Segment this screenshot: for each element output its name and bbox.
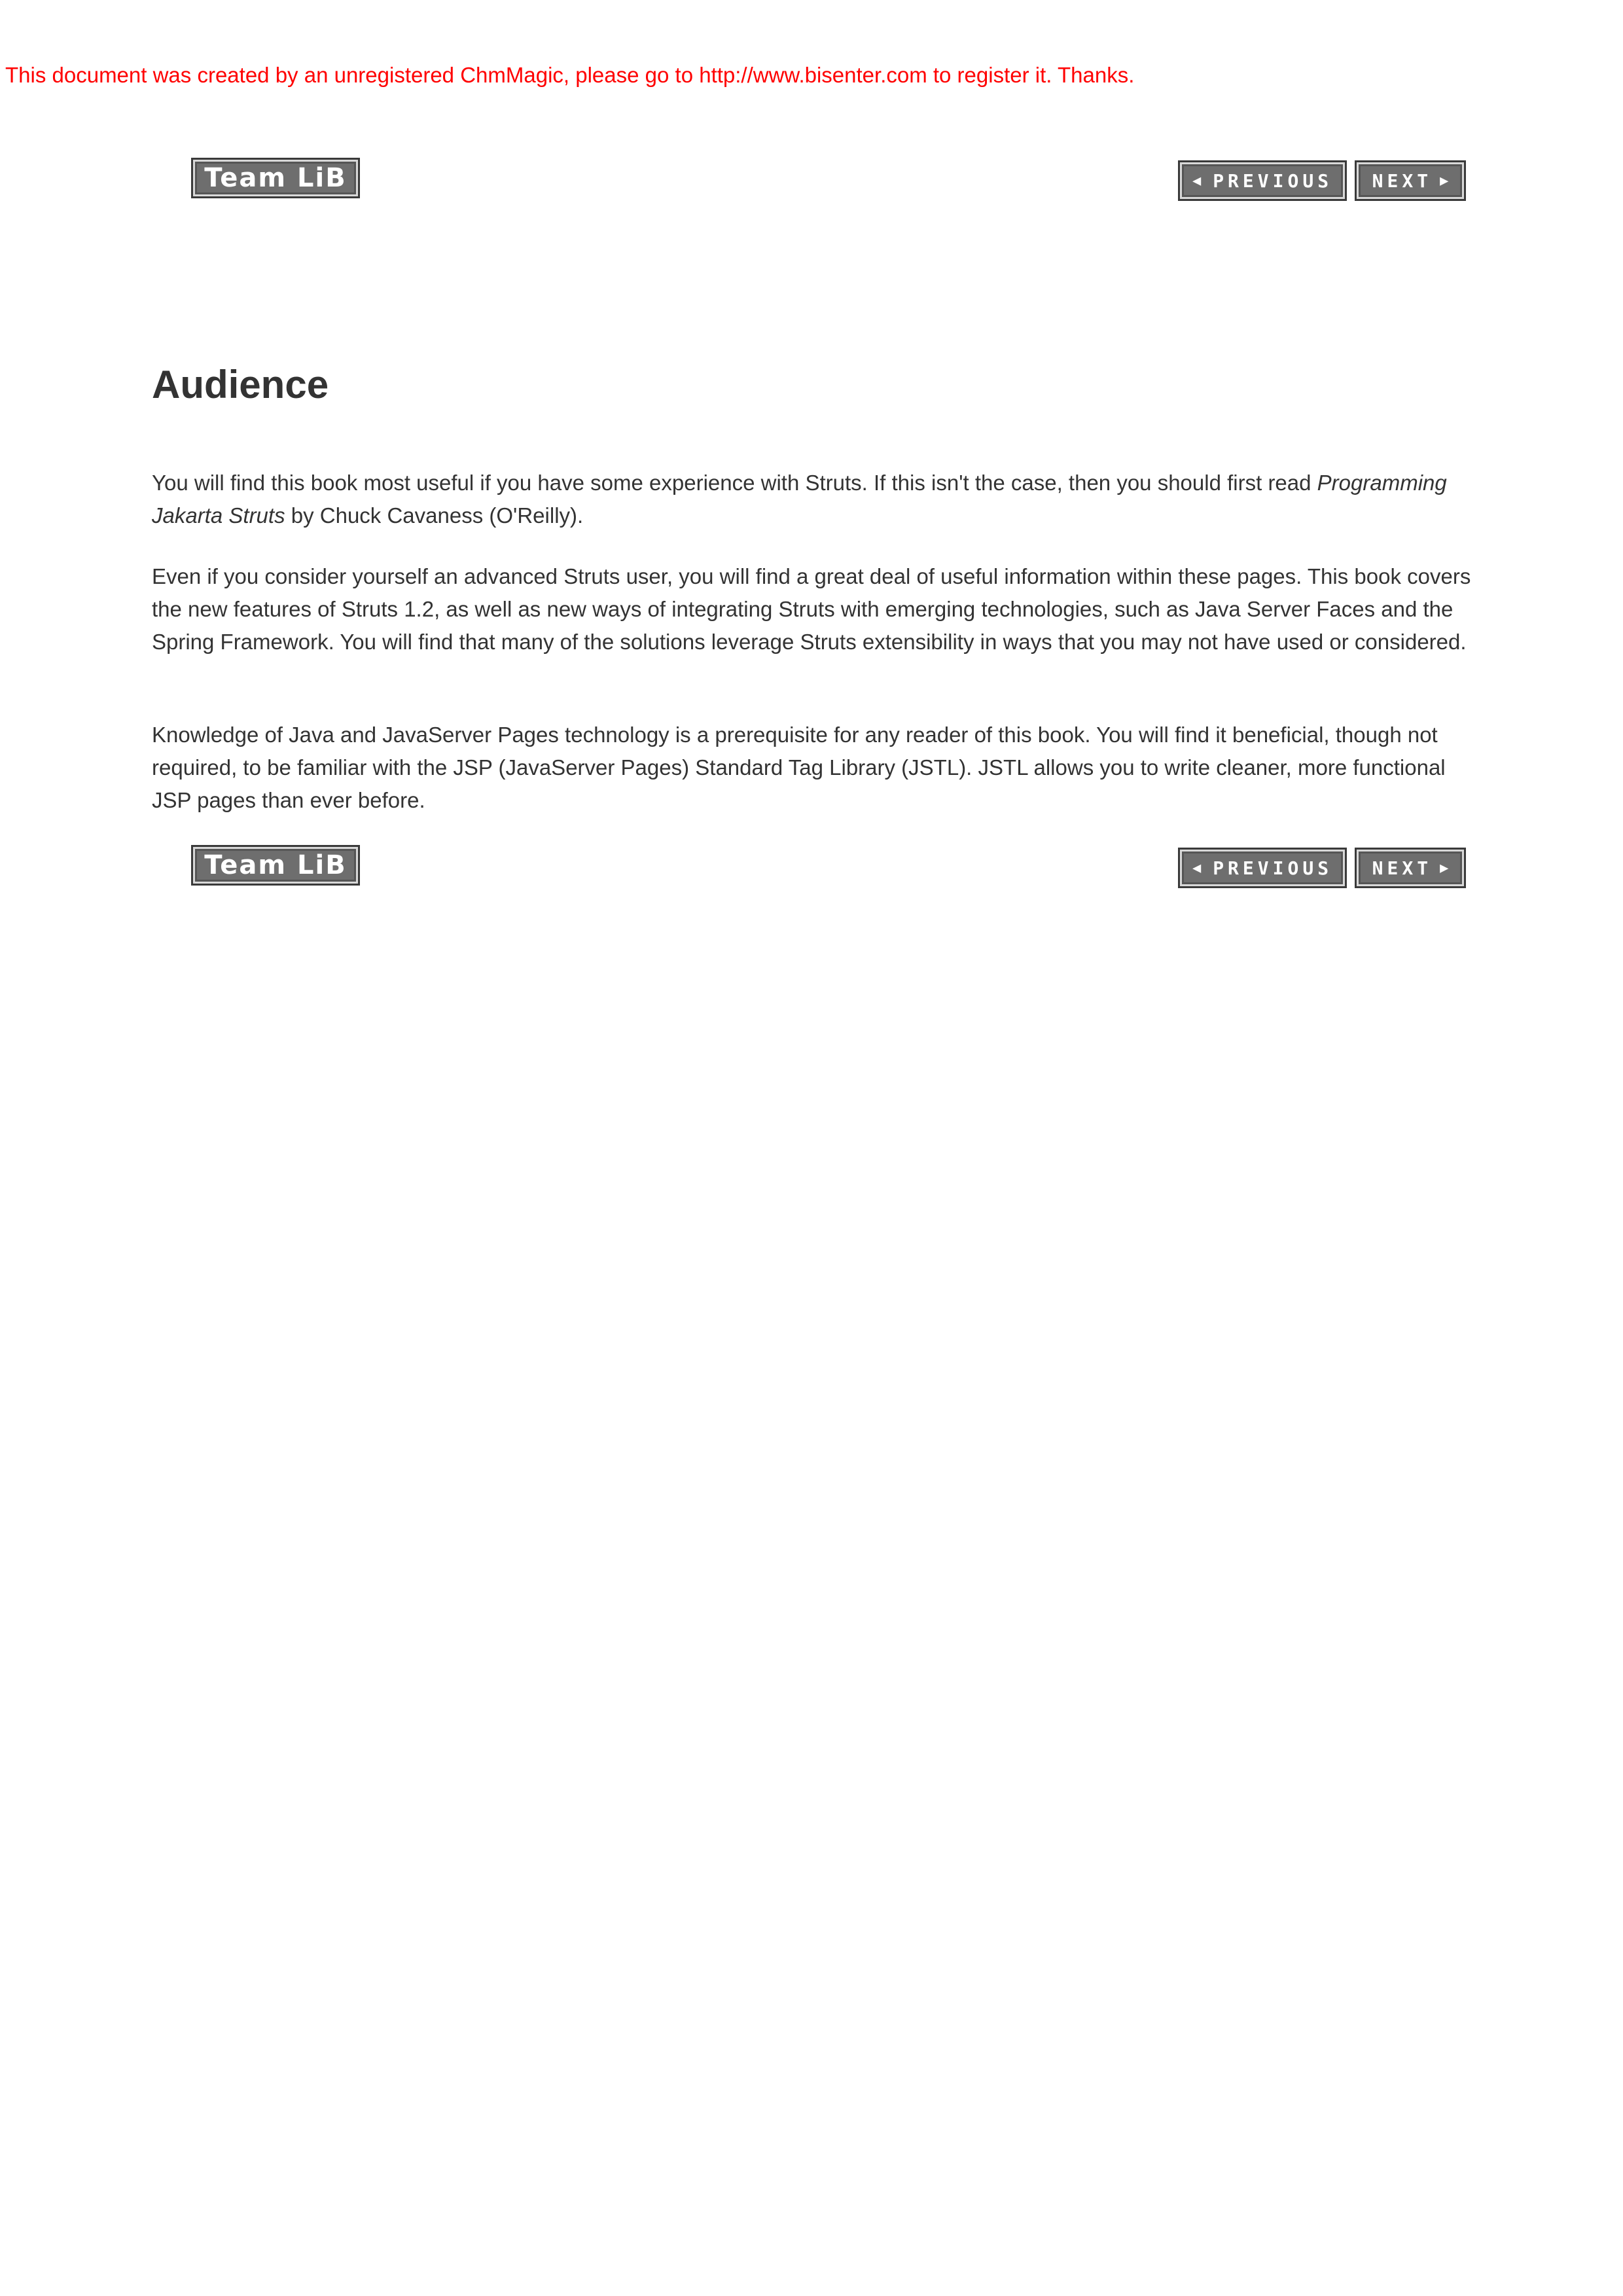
next-label: NEXT (1372, 857, 1433, 879)
arrow-right-icon: ▶ (1440, 859, 1449, 876)
page-title: Audience (152, 363, 329, 406)
previous-label: PREVIOUS (1213, 857, 1333, 879)
paragraph-prerequisites: Knowledge of Java and JavaServer Pages technology is a prerequisite for any reader of this book. You will find it beneficial, though not required, to be familiar with the JSP (JavaServer Pages) Standard Tag Library (JSTL). JSTL allows you to write cleaner, more functional JSP pages than ever before. (152, 723, 1446, 812)
team-lib-label: Team LiB (204, 850, 347, 880)
paragraph-advanced-users: Even if you consider yourself an advanced Struts user, you will find a great deal of useful information within these pages. This book covers the new features of Struts 1.2, as well as new ways of integrating Struts with emerging technologies, such as Java Server Faces and the Spring Framework. You will find that many of the solutions leverage Struts extensibility in ways that you may not have used or considered. (152, 564, 1471, 654)
arrow-right-icon: ▶ (1440, 172, 1449, 189)
paragraph-intro (152, 467, 1471, 532)
previous-button-top[interactable] (1178, 160, 1347, 201)
team-lib-logo-link-top[interactable] (191, 158, 360, 198)
paragraph-intro-text-b: by Chuck Cavaness (O'Reilly). (285, 503, 584, 528)
arrow-left-icon: ◀ (1192, 172, 1202, 189)
arrow-left-icon: ◀ (1192, 859, 1202, 876)
next-button-bottom[interactable] (1355, 848, 1466, 888)
book-title: Programming Jakarta Struts (152, 471, 1447, 528)
paragraph-intro-text-a: You will find this book most useful if you have some experience with Struts. If this isn't the case, then you should first read (152, 471, 1317, 495)
previous-label: PREVIOUS (1213, 170, 1333, 192)
watermark-text: This document was created by an unregistered ChmMagic, please go to http://www.bisenter.com to register it. Thanks. (5, 63, 1135, 87)
next-label: NEXT (1372, 170, 1433, 192)
team-lib-logo-link-bottom[interactable] (191, 845, 360, 886)
previous-button-bottom[interactable] (1178, 848, 1347, 888)
next-button-top[interactable] (1355, 160, 1466, 201)
team-lib-label: Team LiB (204, 163, 347, 193)
